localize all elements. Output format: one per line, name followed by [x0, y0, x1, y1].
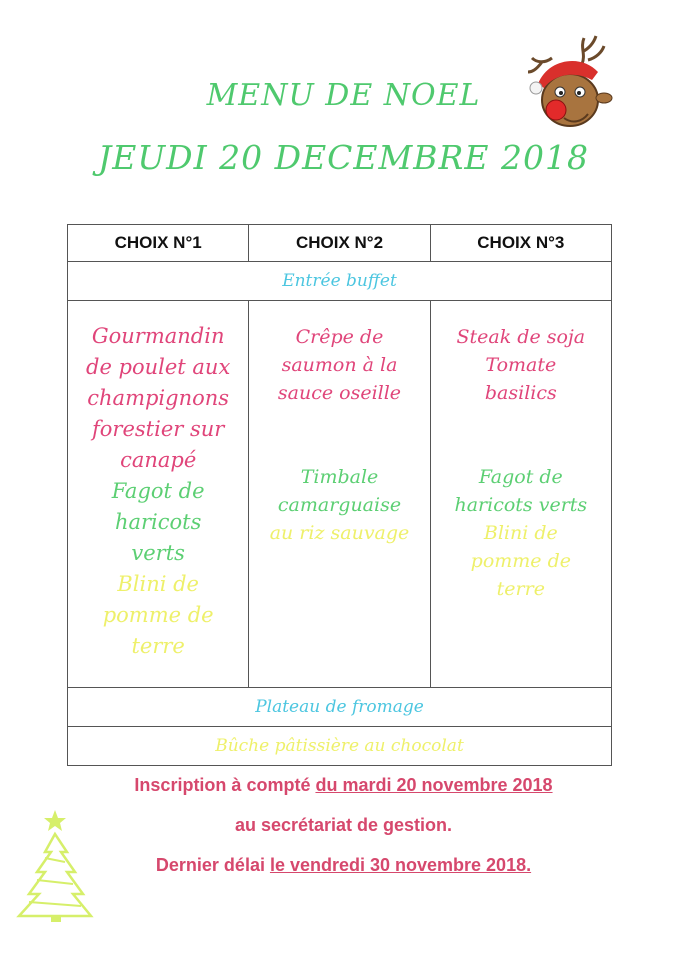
choice-1-main-line: champignons	[87, 386, 230, 410]
choice-1-side-1-line: Fagot de	[111, 479, 205, 503]
choice-3-main	[431, 323, 611, 407]
choice-1-main-line: forestier sur	[92, 417, 225, 441]
choice-1-cell	[68, 301, 249, 688]
choice-2-side-2	[249, 519, 429, 547]
registration-line	[0, 775, 687, 796]
choice-2-side-2-line: au riz sauvage	[269, 522, 410, 544]
menu-title: MENU DE NOEL	[206, 78, 481, 113]
choice-1-side-2	[68, 569, 248, 662]
choice-3-side-2	[431, 519, 611, 603]
choice-1-main-line: de poulet aux	[86, 355, 231, 379]
choice-1-side-2-line: terre	[131, 634, 185, 658]
choice-1-side-2-line: pomme de	[102, 603, 214, 627]
choice-2-side-1	[249, 463, 429, 519]
column-header-choice-3: CHOIX N°3	[430, 225, 611, 262]
choice-2-main-line: Crêpe de	[295, 326, 384, 348]
choice-2-main-line: sauce oseille	[277, 382, 402, 404]
christmas-tree-icon	[15, 808, 100, 923]
choice-3-side-1-line: haricots verts	[454, 494, 588, 516]
choice-3-side-2-line: terre	[496, 578, 545, 600]
registration-location: au secrétariat de gestion.	[234, 815, 453, 835]
registration-start-date: du mardi 20 novembre 2018	[315, 775, 553, 795]
deadline-line	[0, 855, 687, 876]
choice-3-main-line: Steak de soja	[456, 326, 586, 348]
dessert-row: Bûche pâtissière au chocolat	[68, 727, 612, 766]
choice-3-main-line: basilics	[484, 382, 557, 404]
starter-row: Entrée buffet	[68, 262, 612, 301]
choice-3-side-1	[431, 463, 611, 519]
column-header-choice-2: CHOIX N°2	[249, 225, 430, 262]
registration-prefix: Inscription à compté	[134, 775, 316, 795]
choice-3-side-2-line: pomme de	[470, 550, 571, 572]
choice-2-main	[249, 323, 429, 407]
choice-3-side-1-line: Fagot de	[478, 466, 563, 488]
cheese-row: Plateau de fromage	[68, 688, 612, 727]
choice-3-cell	[430, 301, 611, 688]
choice-2-side-1-line: camarguaise	[277, 494, 402, 516]
menu-date: JEUDI 20 DECEMBRE 2018	[98, 138, 589, 177]
choice-3-main-line: Tomate	[485, 354, 557, 376]
choice-1-side-2-line: Blini de	[117, 572, 199, 596]
menu-table	[67, 224, 612, 766]
choice-2-side-1-line: Timbale	[300, 466, 379, 488]
deadline-date: le vendredi 30 novembre 2018.	[269, 855, 532, 875]
reindeer-icon	[522, 28, 618, 138]
choice-1-main-line: canapé	[120, 448, 197, 472]
choice-2-main-line: saumon à la	[281, 354, 398, 376]
column-header-choice-1: CHOIX N°1	[68, 225, 249, 262]
choice-1-side-1	[68, 476, 248, 569]
choice-1-main	[68, 321, 248, 476]
deadline-prefix: Dernier délai	[155, 855, 270, 875]
choice-2-cell	[249, 301, 430, 688]
choice-1-side-1-line: haricots	[114, 510, 202, 534]
choice-3-side-2-line: Blini de	[483, 522, 558, 544]
choice-1-side-1-line: verts	[131, 541, 185, 565]
choice-1-main-line: Gourmandin	[91, 324, 225, 348]
